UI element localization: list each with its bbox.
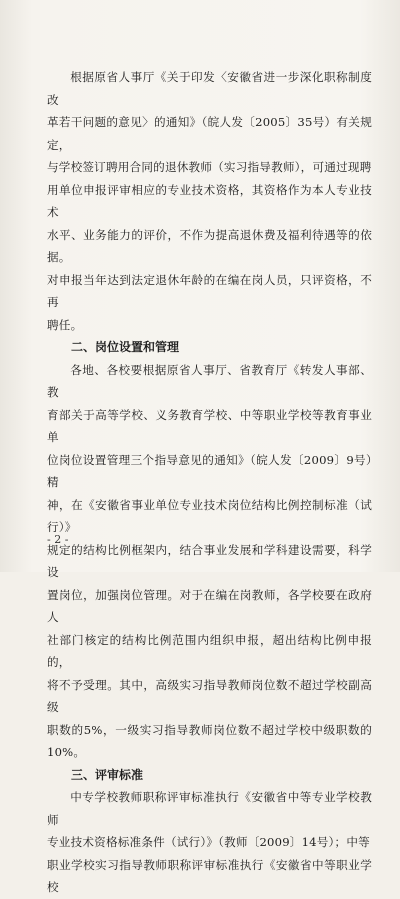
paragraph-evaluation-standards: 中专学校教师职称评审标准执行《安徽省中等专业学校教师 专业技术资格标准条件（试行）》（教师〔2009〕14号）；中等 职业学校实习指导教师职称评审标准执行《安徽省中等职业学校 [47,790,372,894]
paragraph-post-setting: 各地、各校要根据原省人事厅、省教育厅《转发人事部、教 育部关于高等学校、义务教育学校、中等职业学校等教育事业单 位岗位设置管理三个指导意见的通知》（皖人发〔2009〕9号）精 神，在《安徽省事业单位专业技术岗位结构比例控制标准（试行）》 规定的结构比例框架内，结合事业发展和学科建设需要，科学设 置岗位，加强岗位管理。对于在编在岗教师，各学校要在政府人 社部门核定的结构比例范围内组织申报，超出结构比例申报的， 将不予受理。其中，高级实习指导教师岗位数不超过学校副高级 职数的5%，一级实习指导教师岗位数不超过学校中级职数的10%。 [47,362,372,759]
section-heading-post-setting: 二、岗位设置和管理 [71,340,180,354]
document-body [47,66,372,899]
paragraph-retired-teachers: 根据原省人事厅《关于印发〈安徽省进一步深化职称制度改 革若干问题的意见〉的通知》（皖人发〔2005〕35号）有关规定， 与学校签订聘用合同的退休教师（实习指导教师），可通过现聘 用单位申报评审相应的专业技术资格，其资格作为本人专业技术 水平、业务能力的评价，不作为提高退休费及福利待遇等的依据。 对申报当年达到法定退休年龄的在编在岗人员，只评资格，不再 聘任。 [47,70,372,332]
section-heading-evaluation-standards: 三、评审标准 [71,767,144,782]
page-number: - 2 - [47,533,69,546]
